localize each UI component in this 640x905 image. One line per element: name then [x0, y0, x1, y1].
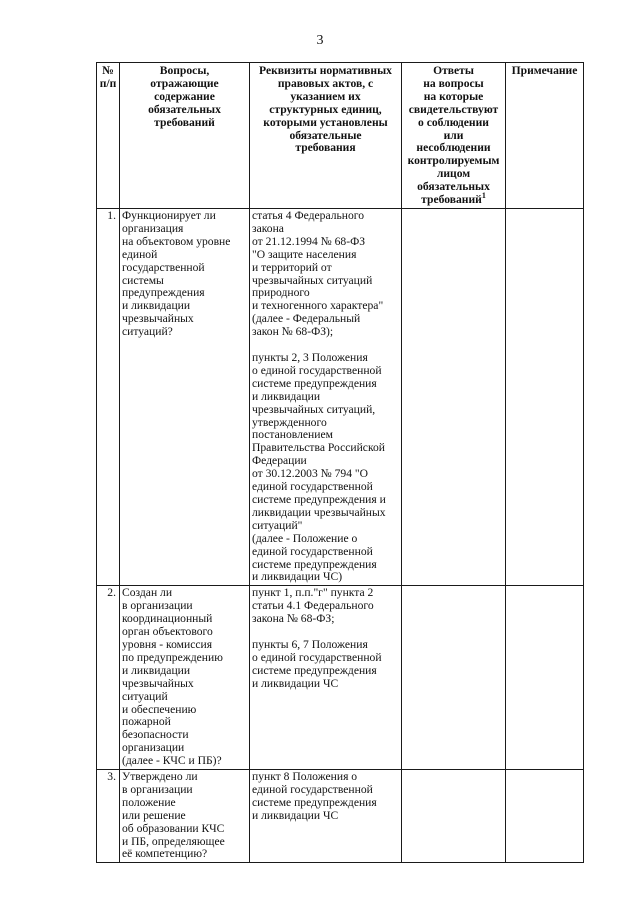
text-line: системе предупреждения	[252, 376, 377, 390]
row-number: 3.	[97, 770, 120, 863]
text-line: лицом	[436, 167, 471, 181]
text-line: закона	[252, 221, 284, 235]
text-line: пожарной	[122, 715, 171, 729]
text-line: пункты 2, 3 Положения	[252, 351, 368, 365]
table-row	[97, 586, 584, 770]
text-line: (далее - Федеральный	[252, 312, 361, 326]
text-line: Утверждено ли	[122, 770, 198, 784]
text-line: "О защите населения	[252, 247, 357, 261]
note-cell[interactable]	[506, 208, 584, 585]
text-line: и ликвидации	[252, 389, 321, 403]
text-line: об образовании КЧС	[122, 821, 225, 835]
text-line: государственной	[122, 260, 205, 274]
question-cell	[120, 208, 250, 585]
text-line: чрезвычайных	[122, 676, 194, 690]
text-line: Правительства Российской	[252, 441, 385, 455]
text-line: структурных единиц,	[269, 102, 382, 116]
question-cell	[120, 586, 250, 770]
text-line: статья 4 Федерального	[252, 208, 365, 222]
text-line: уровня - комиссия	[122, 637, 213, 651]
text-line: и ПБ, определяющее	[122, 834, 225, 848]
answer-cell[interactable]	[402, 586, 506, 770]
requisites-cell	[250, 586, 402, 770]
text-line: обязательных	[417, 180, 490, 194]
text-line: ситуаций"	[252, 518, 303, 532]
text-line: постановлением	[252, 428, 333, 442]
text-line: ситуаций?	[122, 325, 173, 339]
text-line: системе предупреждения	[252, 557, 377, 571]
row-number: 1.	[97, 208, 120, 585]
table-header-row	[97, 63, 584, 209]
page-number: 3	[316, 33, 324, 48]
text-line: Создан ли	[122, 586, 173, 600]
text-line: статьи 4.1 Федерального	[252, 599, 374, 613]
text-line: от 30.12.2003 № 794 "О	[252, 467, 369, 481]
text-line: единой	[122, 247, 158, 261]
text-line: и обеспечению	[122, 702, 197, 716]
row-number: 2.	[97, 586, 120, 770]
text-line: о единой государственной	[252, 650, 382, 664]
text-line: которыми установлены	[263, 115, 388, 129]
text-line: и техногенного характера"	[252, 299, 384, 313]
text-line: предупреждения	[122, 286, 205, 300]
text-line: закона № 68-ФЗ;	[252, 612, 335, 626]
text-line: единой государственной	[252, 544, 373, 558]
text-line: её компетенцию?	[122, 847, 208, 861]
text-line: утвержденного	[252, 415, 327, 429]
text-line: и ликвидации	[122, 299, 191, 313]
text-line: о соблюдении	[418, 115, 489, 129]
text-line: требований$^1$	[421, 191, 486, 207]
note-cell[interactable]	[506, 586, 584, 770]
text-line: правовых актов, с	[277, 76, 374, 90]
requirements-checklist-table	[96, 62, 584, 863]
text-line: указанием их	[290, 89, 361, 103]
text-line: закон № 68-ФЗ);	[252, 325, 334, 339]
text-line: обязательные	[289, 128, 362, 142]
text-line: единой государственной	[252, 480, 373, 494]
text-line: организации	[122, 741, 185, 755]
text-line: Федерации	[252, 454, 307, 468]
text-line: Реквизиты нормативных	[259, 64, 392, 77]
text-line: пункт 1, п.п."г" пункта 2	[252, 586, 374, 600]
text-line: природного	[252, 286, 310, 300]
text-line: системы	[122, 273, 164, 287]
text-line: на которые	[423, 89, 484, 103]
text-line: требования	[295, 141, 356, 155]
note-cell[interactable]	[506, 770, 584, 863]
text-line: или	[443, 128, 464, 142]
text-line: безопасности	[122, 728, 189, 742]
text-line: системе предупреждения	[252, 795, 377, 809]
text-line: Функционирует ли	[122, 208, 216, 222]
text-line: контролируемым	[407, 154, 500, 168]
text-line: положение	[122, 795, 176, 809]
text-line: и территорий от	[252, 260, 332, 274]
header-number	[97, 63, 120, 209]
text-line: пункты 6, 7 Положения	[252, 638, 368, 652]
text-line: в организации	[122, 599, 193, 613]
text-line: (далее - Положение о	[252, 531, 358, 545]
text-line: единой государственной	[252, 782, 373, 796]
text-line: координационный	[122, 612, 213, 626]
text-line: и ликвидации	[122, 663, 191, 677]
table-row	[97, 770, 584, 863]
text-line: по предупреждению	[122, 650, 223, 664]
text-line: несоблюдении	[416, 141, 491, 155]
text-line: системе предупреждения	[252, 663, 377, 677]
question-cell	[120, 770, 250, 863]
text-line: и ликвидации ЧС	[252, 676, 339, 690]
header-answers	[402, 63, 506, 209]
requisites-cell	[250, 208, 402, 585]
text-line: на объектовом уровне	[122, 234, 231, 248]
text-line: и ликвидации ЧС)	[252, 570, 343, 584]
header-questions	[120, 63, 250, 209]
text-line: содержание	[154, 89, 215, 103]
text-line: Примечание	[511, 64, 578, 77]
answer-cell[interactable]	[402, 770, 506, 863]
text-line: и ликвидации ЧС	[252, 808, 339, 822]
text-line: Вопросы,	[159, 64, 210, 77]
table-row	[97, 208, 584, 585]
header-note	[506, 63, 584, 209]
text-line: в организации	[122, 782, 193, 796]
text-line: свидетельствуют	[408, 102, 499, 116]
text-line: или решение	[122, 808, 186, 822]
text-line: о единой государственной	[252, 363, 382, 377]
text-line: системе предупреждения и	[252, 493, 386, 506]
text-line: Ответы	[433, 64, 474, 77]
header-requisites	[250, 63, 402, 209]
text-line: чрезвычайных ситуаций	[252, 273, 373, 287]
text-line: требований	[154, 115, 215, 129]
text-line: чрезвычайных	[122, 312, 194, 326]
answer-cell[interactable]	[402, 208, 506, 585]
text-line: (далее - КЧС и ПБ)?	[122, 754, 222, 768]
text-line: на вопросы	[423, 76, 484, 90]
text-line: ситуаций	[122, 689, 168, 703]
text-line: организация	[122, 221, 184, 235]
text-line: п/п	[99, 76, 117, 90]
text-line: от 21.12.1994 № 68-ФЗ	[252, 234, 366, 248]
text-line: чрезвычайных ситуаций,	[252, 402, 376, 416]
requisites-cell	[250, 770, 402, 863]
text-line: пункт 8 Положения о	[252, 770, 358, 784]
text-line: отражающие	[150, 76, 219, 90]
text-line: обязательных	[148, 102, 221, 116]
text-line: №	[102, 64, 114, 77]
text-line: ликвидации чрезвычайных	[252, 505, 386, 519]
text-line: орган объектового	[122, 625, 213, 639]
footnote-marker: 1	[481, 191, 486, 201]
